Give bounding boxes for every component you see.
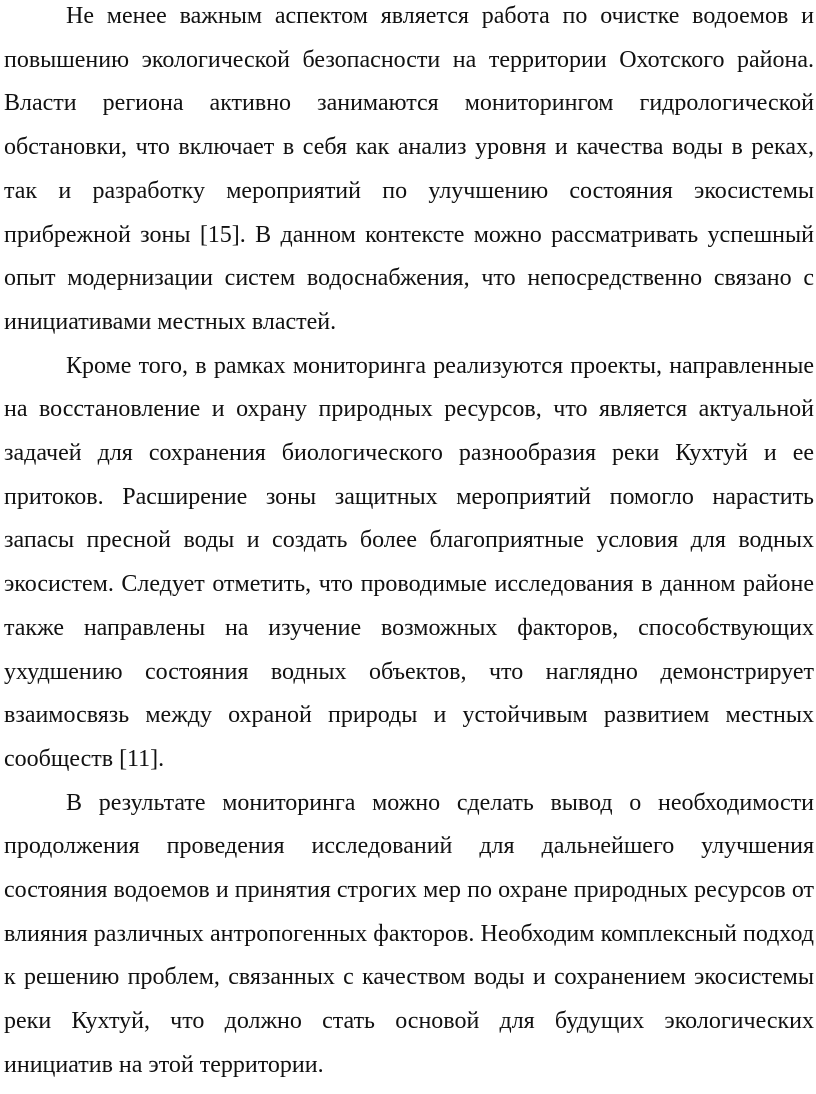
paragraph-water-cleanup: Не менее важным аспектом является работа по очистке водоемов и повышению экологической безопасности на территории Охотского района. Власти региона активно занимаются мониторингом гидрологической обстановки, что включает в себя как анализ уровня и качества воды в реках, так и разработку мероприятий по улучшению состояния экосистемы прибрежной зоны [15]. В данном контексте можно рассматривать успешный опыт модернизации систем водоснабжения, что непосредственно связано с инициативами местных властей. <box>4 3 814 335</box>
paragraph-monitoring-projects: Кроме того, в рамках мониторинга реализуются проекты, направленные на восстановление и охрану природных ресурсов, что является актуальной задачей для сохранения биологического разнообразия реки Кухтуй и ее притоков. Расширение зоны защитных мероприятий помогло нарастить запасы пресной воды и создать более благоприятные условия для водных экосистем. Следует отметить, что проводимые исследования в данном районе также направлены на изучение возможных факторов, способствующих ухудшению состояния водных объектов, что наглядно демонстрирует взаимосвязь между охраной природы и устойчивым развитием местных сообществ [11]. <box>4 352 814 772</box>
paragraph-conclusion: В результате мониторинга можно сделать вывод о необходимости продолжения проведения исследований для дальнейшего улучшения состояния водоемов и принятия строгих мер по охране природных ресурсов от влияния различных антропогенных факторов. Необходим комплексный подход к решению проблем, связанных с качеством воды и сохранением экосистемы реки Кухтуй, что должно стать основой для будущих экологических инициатив на этой территории. <box>4 789 814 1078</box>
